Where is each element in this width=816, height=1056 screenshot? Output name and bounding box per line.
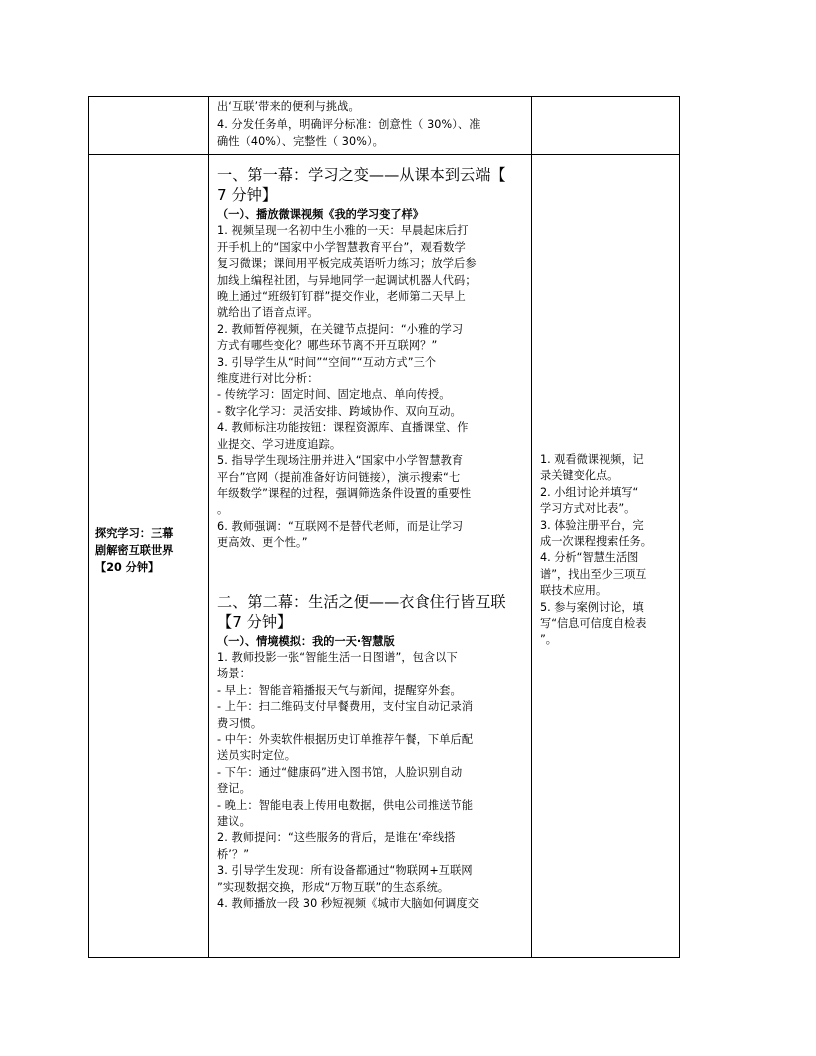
act2-line: 场景： (217, 667, 251, 681)
act1-heading: 一、第一幕：学习之变——从课本到云端【 (217, 166, 506, 184)
act1-line: 6. 教师强调：“互联网不是替代老师，而是让学习 (217, 519, 464, 533)
teacher-activity-cell (217, 165, 529, 957)
act2-subheading: （一）、情境模拟：我的一天·智慧版 (217, 634, 395, 648)
act2-heading: 二、第二幕：生活之便——衣食住行皆互联 (217, 592, 506, 611)
act1-line: 。 (217, 503, 229, 517)
activity-duration: 【20 分钟】 (95, 561, 160, 574)
act1-line: 开手机上的“国家中小学智慧教育平台”，观看数学 (217, 240, 466, 254)
act1-heading: 7 分钟】 (217, 186, 278, 204)
act2-line: - 上午：扫二维码支付早餐费用，支付宝自动记录消 (217, 700, 474, 714)
act1-subheading: （一）、播放微课视频《我的学习变了样》 (217, 208, 424, 221)
act2-line: 2. 教师提问：“这些服务的背后，是谁在‘牵线搭 (217, 831, 456, 845)
act2-line: 1. 教师投影一张“智能生活一日图谱”，包含以下 (217, 650, 458, 664)
act1-line: 业提交、学习进度追踪。 (217, 437, 342, 451)
column-divider-right (531, 97, 532, 957)
act2-line: - 晚上：智能电表上传用电数据，供电公司推送节能 (217, 798, 474, 812)
student-activity-cell (540, 452, 678, 662)
row-divider (89, 154, 679, 155)
student-activity-line: 谱”，找出至少三项互 (540, 567, 647, 581)
student-activity-line: 联技术应用。 (540, 584, 608, 598)
student-activity-line: 1. 观看微课视频，记 (540, 453, 644, 466)
lesson-plan-table (88, 96, 680, 958)
act1-line: 4. 教师标注功能按钮：课程资源库、直播课堂、作 (217, 421, 469, 435)
act2-line: 送员实时定位。 (217, 749, 297, 763)
act1-line: 晚上通过“班级钉钉群”提交作业，老师第二天早上 (217, 290, 466, 304)
activity-title-cell (95, 525, 207, 585)
act2-line: ”实现数据交换，形成“万物互联”的生态系统。 (217, 880, 450, 894)
student-activity-line: 2. 小组讨论并填写“ (540, 485, 639, 499)
student-activity-line: 学习方式对比表”。 (540, 502, 636, 516)
act1-line: 加线上编程社团，与异地同学一起调试机器人代码； (217, 273, 477, 287)
act2-line: - 下午：通过“健康码”进入图书馆，人脸识别自动 (217, 765, 463, 779)
act2-line: 费习惯。 (217, 716, 263, 730)
activity-title-line: 探究学习：三幕 (95, 527, 174, 540)
act1-line: - 传统学习：固定时间、固定地点、单向传授。 (217, 388, 451, 402)
act1-line: - 数字化学习：灵活安排、跨域协作、双向互动。 (217, 404, 462, 418)
act1-line: 5. 指导学生现场注册并进入“国家中小学智慧教育 (217, 454, 464, 468)
act1-line: 复习微课；课间用平板完成英语听力练习；放学后参 (217, 257, 477, 271)
act2-line: 桥’？” (217, 847, 250, 861)
act1-line: 维度进行对比分析： (217, 372, 319, 386)
act1-line: 1. 视频呈现一名初中生小雅的一天：早晨起床后打 (217, 224, 469, 238)
act2-heading: 【7 分钟】 (217, 612, 293, 631)
student-activity-line: 成一次课程搜索任务。 (540, 535, 652, 549)
row1-line: 4. 分发任务单，明确评分标准：创意性（ 30%）、准 (217, 118, 481, 132)
column-divider-left (208, 97, 209, 957)
act1-line: 2. 教师暂停视频，在关键节点提问：“小雅的学习 (217, 322, 464, 336)
act2-line: 4. 教师播放一段 30 秒短视频《城市大脑如何调度交 (217, 897, 480, 911)
row1-content-cell (217, 99, 529, 153)
student-activity-line: 5. 参与案例讨论，填 (540, 600, 644, 614)
act1-line: 3. 引导学生从“时间”“空间”“互动方式”三个 (217, 355, 437, 369)
act2-line: 登记。 (217, 782, 251, 796)
row1-line: 确性（40%）、完整性（ 30%）。 (217, 134, 384, 148)
activity-title-line: 剧解密互联世界 (95, 544, 174, 557)
row1-line: 出‘互联’带来的便利与挑战。 (217, 100, 360, 113)
student-activity-line: ”。 (540, 633, 557, 647)
act1-line: 平台”官网（提前准备好访问链接），演示搜索“七 (217, 470, 461, 484)
act2-line: 建议。 (217, 815, 251, 828)
student-activity-line: 4. 分析“智慧生活图 (540, 551, 639, 565)
act2-line: - 早上：智能音箱播报天气与新闻，提醒穿外套。 (217, 683, 462, 697)
act1-line: 更高效、更个性。” (217, 536, 308, 550)
act2-line: - 中午：外卖软件根据历史订单推荐午餐，下单后配 (217, 732, 474, 746)
act1-line: 方式有哪些变化？哪些环节离不开互联网？” (217, 339, 438, 353)
act1-line: 就给出了语音点评。 (217, 306, 319, 320)
act1-line: 年级数学”课程的过程，强调筛选条件设置的重要性 (217, 486, 472, 500)
student-activity-line: 录关键变化点。 (540, 469, 619, 483)
student-activity-line: 写“信息可信度自检表 (540, 617, 647, 631)
student-activity-line: 3. 体验注册平台，完 (540, 518, 644, 532)
act2-line: 3. 引导学生发现：所有设备都通过“物联网+互联网 (217, 864, 473, 878)
